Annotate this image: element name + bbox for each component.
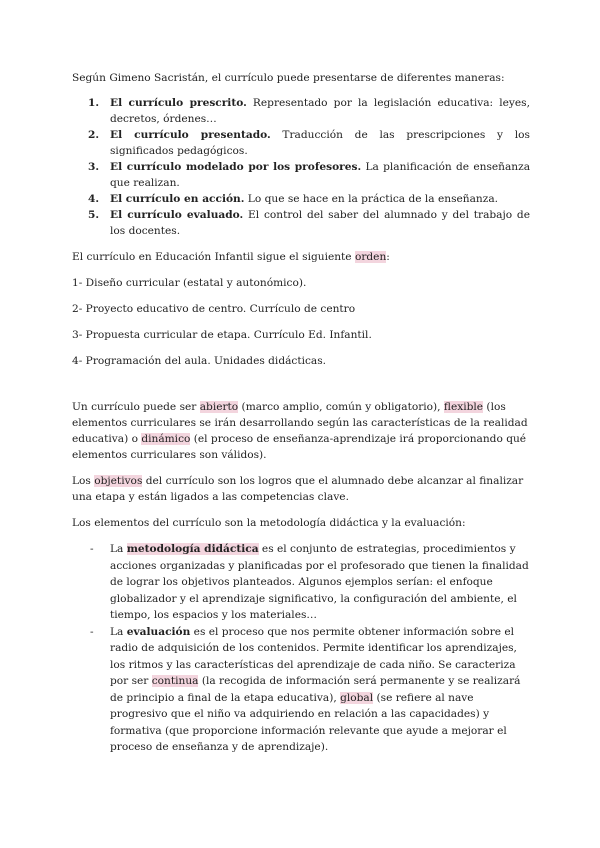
- text-run: Un currículo puede ser: [72, 401, 200, 413]
- item-text: La planificación de enseñanza que realizan.: [110, 161, 531, 189]
- item-title: El currículo presentado.: [110, 129, 271, 141]
- list-number: 3.: [88, 161, 100, 173]
- item-text: Representado por la legislación educativa: leyes, decretos, órdenes…: [110, 97, 530, 125]
- highlight-objetivos: objetivos: [94, 475, 143, 487]
- dash-bullet: -: [90, 543, 94, 555]
- highlight-dinamico: dinámico: [141, 433, 191, 445]
- list-item: [72, 624, 530, 756]
- item-title: El currículo prescrito.: [110, 97, 247, 109]
- item-title: El currículo modelado por los profesores.: [110, 161, 362, 173]
- list-item: [72, 207, 530, 239]
- level-item: 3- Propuesta curricular de etapa. Currículo Ed. Infantil.: [72, 329, 372, 341]
- objectives-paragraph: [72, 473, 530, 505]
- order-paragraph: [72, 249, 530, 265]
- order-text: El currículo en Educación Infantil sigue el siguiente: [72, 251, 355, 263]
- list-item: [72, 191, 530, 207]
- list-item: [72, 95, 530, 127]
- features-paragraph: [72, 399, 530, 463]
- text-run: del currículo son los logros que el alumnado debe alcanzar al finalizar una etapa y están ligados a las competencias clave.: [72, 475, 524, 503]
- list-number: 1.: [88, 97, 100, 109]
- list-number: 2.: [88, 129, 100, 141]
- text-run: es el conjunto de estrategias, procedimientos y acciones organizadas y planificadas por el profesorado que tienen la finalidad de lograr los objetivos planteados. Algunos ejemplos serían: el enfoque globalizador y el aprendizaje significativo, la configuración del ambiente, el tiempo, los espacios y los materiales…: [110, 543, 529, 621]
- highlight-flexible: flexible: [443, 401, 484, 413]
- document-page: [72, 70, 530, 756]
- list-item: [72, 127, 530, 159]
- intro-paragraph: Según Gimeno Sacristán, el currículo puede presentarse de diferentes maneras:: [72, 72, 505, 84]
- item-text: Traducción de las prescripciones y los significados pedagógicos.: [110, 129, 530, 157]
- evaluacion-bold: evaluación: [126, 625, 191, 638]
- text-run: (la recogida de información será permanente y se realizará de principio a final de la etapa educativa),: [110, 675, 521, 704]
- item-text: Lo que se hace en la práctica de la enseñanza.: [244, 193, 499, 205]
- list-number: 4.: [88, 193, 100, 205]
- list-number: 5.: [88, 209, 100, 221]
- text-run: (marco amplio, común y obligatorio),: [238, 401, 444, 413]
- highlight-metodologia: metodología didáctica: [126, 543, 259, 555]
- text-run: es el proceso que nos permite obtener información sobre el radio de adquisición de los contenidos. Permite identificar los aprendizajes, los ritmos y las características del aprendizaje de cada niño. Se caracteriza por ser: [110, 625, 517, 687]
- text-run: (se refiere al nave progresivo que el niño va adquiriendo en relación a las capacidades) y formativa (que proporcione información relevante que ayude a mejorar el proceso de enseñanza y de aprendizaje).: [110, 691, 507, 753]
- item-text: El control del saber del alumnado y del trabajo de los docentes.: [110, 209, 530, 237]
- level-item: 2- Proyecto educativo de centro. Currículo de centro: [72, 303, 356, 315]
- text-run: La: [110, 543, 127, 555]
- level-item: 4- Programación del aula. Unidades didácticas.: [72, 355, 327, 367]
- text-run: (el proceso de enseñanza-aprendizaje irá proporcionando qué elementos curriculares son válidos).: [72, 433, 527, 461]
- text-run: Los: [72, 475, 95, 487]
- list-item: [72, 541, 530, 624]
- dash-bullet: -: [90, 625, 94, 638]
- text-run: La: [110, 625, 127, 638]
- highlight-continua: continua: [151, 675, 199, 687]
- highlight-orden: orden: [354, 251, 387, 263]
- item-title: El currículo evaluado.: [110, 209, 244, 221]
- elements-intro: Los elementos del currículo son la metodología didáctica y la evaluación:: [72, 517, 466, 529]
- highlight-global: global: [340, 691, 374, 704]
- order-text-end: :: [386, 251, 390, 263]
- list-item: [72, 159, 530, 191]
- highlight-abierto: abierto: [199, 401, 239, 413]
- item-title: El currículo en acción.: [110, 193, 245, 205]
- elements-list: [72, 541, 530, 756]
- level-item: 1- Diseño curricular (estatal y autonómico).: [72, 277, 307, 289]
- text-run: (los elementos curriculares se irán desarrollando según las características de la realidad educativa) o: [72, 401, 528, 445]
- curriculum-types-list: [72, 95, 530, 239]
